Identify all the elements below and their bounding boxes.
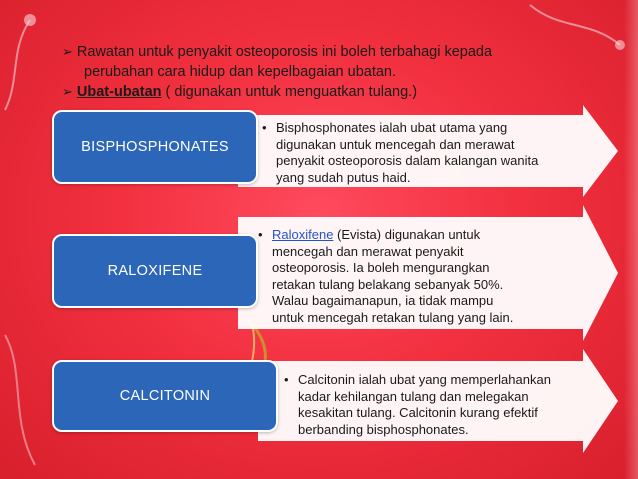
label-box-bisphosphonates — [52, 110, 258, 184]
arrow-bullet-icon: ➢ — [62, 44, 73, 59]
bullet-icon: • — [258, 227, 263, 242]
description-calcitonin: • Calcitonin ialah ubat yang memperlahankan kadar kehilangan tulang dan melegakan kesakitan tulang. Calcitonin kurang efektif berbanding bisphosphonates. — [284, 372, 551, 437]
floral-decoration-bottom-left — [0, 330, 60, 470]
slide-border — [624, 0, 638, 479]
description-raloxifene: • Raloxifene (Evista) digunakan untuk mencegah dan merawat penyakit osteoporosis. Ia boleh mengurangkan retakan tulang belakang sebanyak 50%. Walau bagaimanapun, ia tidak mampu untuk mencegah retakan tulang yang lain. — [258, 227, 514, 325]
label-text: CALCITONIN — [119, 388, 211, 404]
intro-text — [62, 42, 622, 102]
label-box-raloxifene — [52, 234, 258, 308]
raloxifene-link[interactable]: Raloxifene — [272, 227, 334, 242]
floral-decoration-top-left — [0, 0, 70, 120]
intro-line-3: ➢ Ubat-ubatan ( digunakan untuk menguatkan tulang.) — [62, 84, 418, 100]
label-box-calcitonin — [52, 360, 278, 432]
bullet-icon: • — [262, 120, 267, 135]
intro-line-2: perubahan cara hidup dan kepelbagaian ubatan. — [84, 64, 397, 80]
description-bisphosphonates: • Bisphosphonates ialah ubat utama yang digunakan untuk mencegah dan merawat penyakit osteoporosis dalam kalangan wanita yang sudah putus haid. — [262, 120, 539, 185]
intro-line-1: ➢ Rawatan untuk penyakit osteoporosis ini boleh terbahagi kepada — [62, 44, 493, 60]
arrow-bullet-icon: ➢ — [62, 84, 73, 99]
label-text: RALOXIFENE — [107, 263, 203, 279]
bullet-icon: • — [284, 372, 289, 387]
label-text: BISPHOSPHONATES — [81, 139, 229, 155]
